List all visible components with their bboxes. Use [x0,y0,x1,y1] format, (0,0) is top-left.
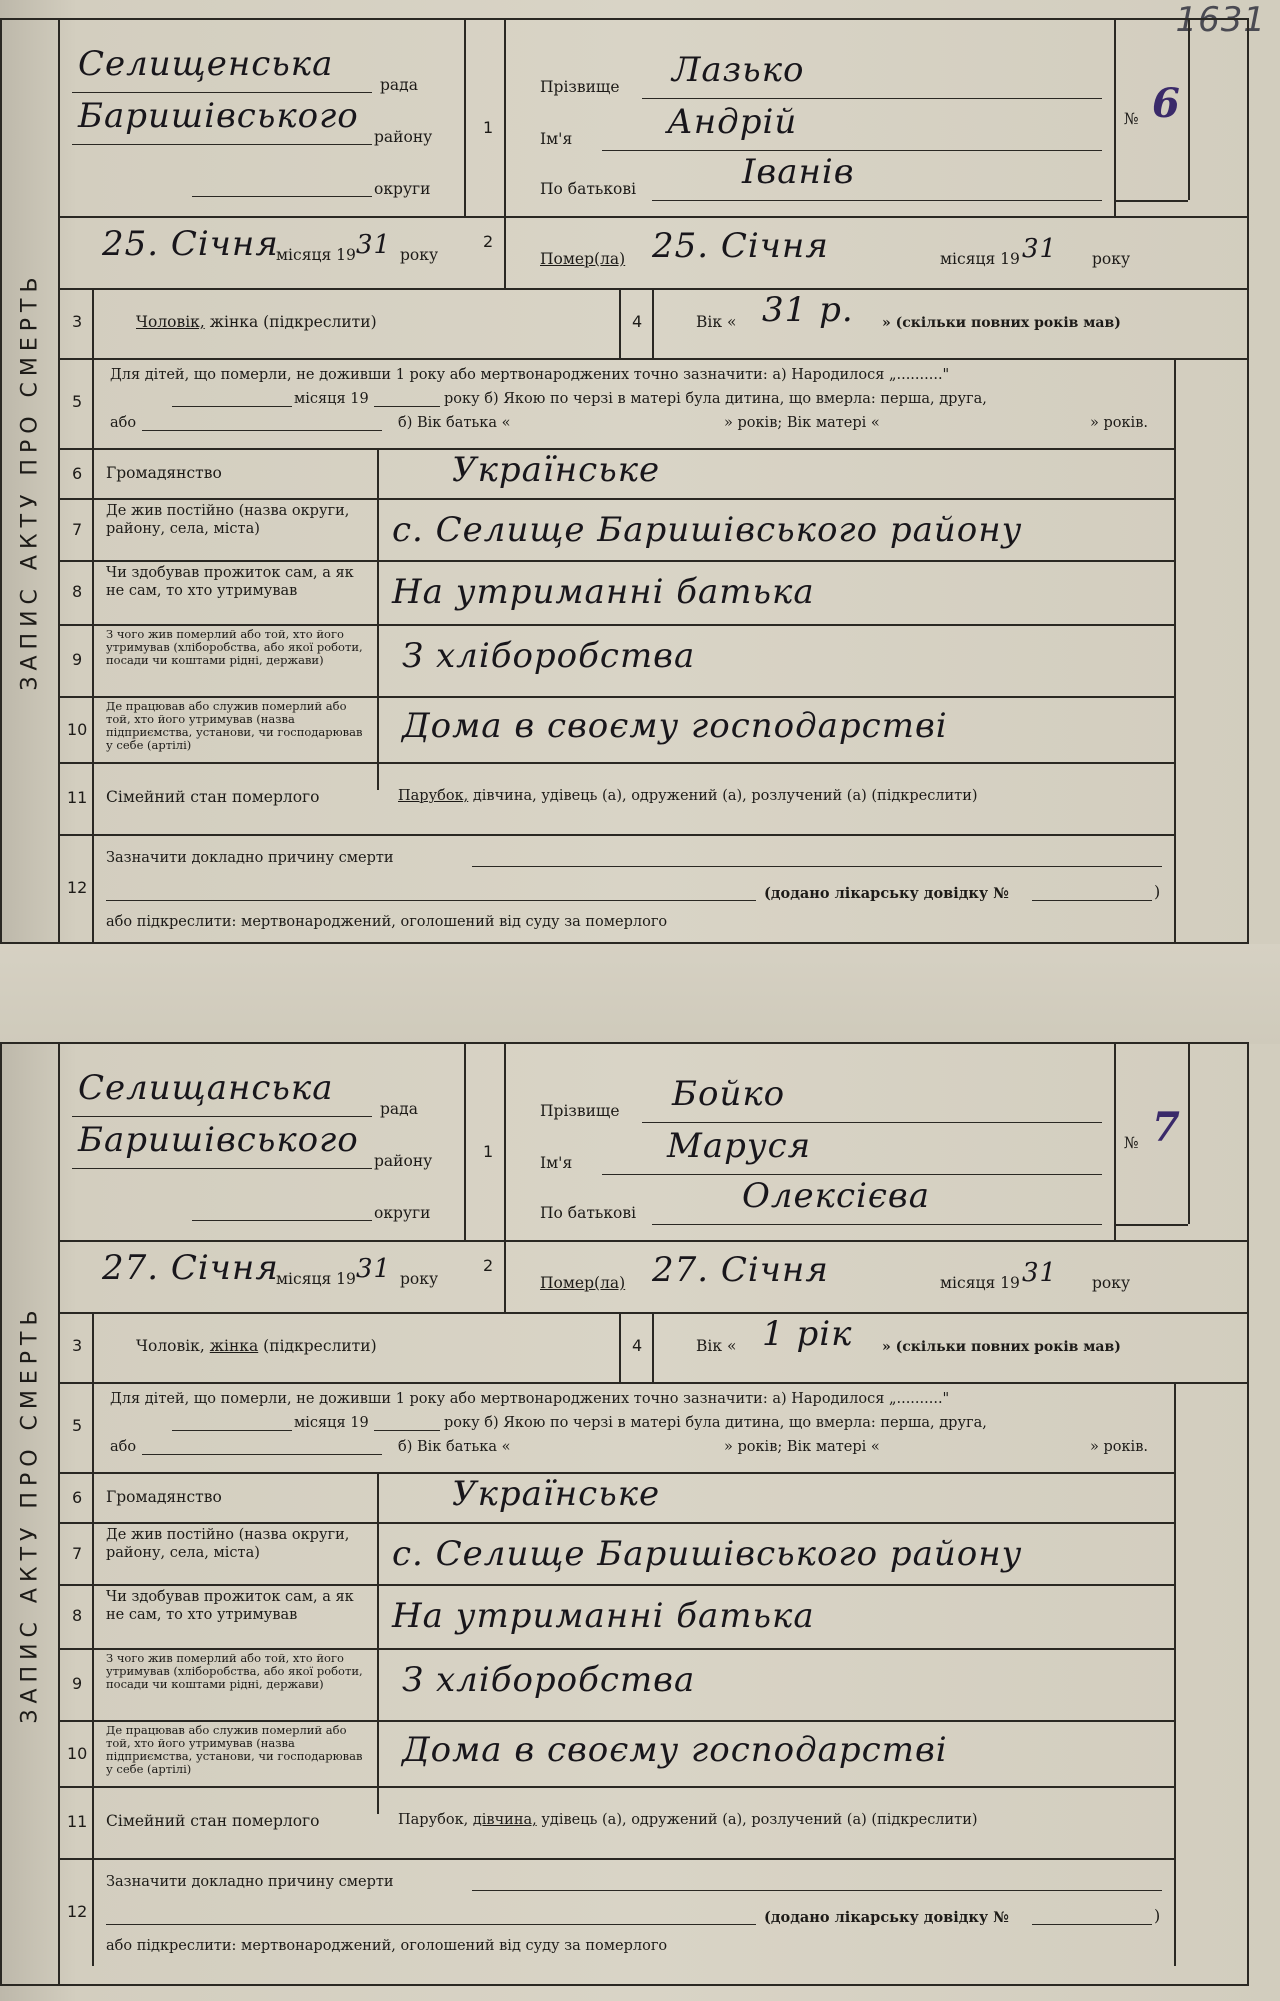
sex-women: жінка [209,313,259,331]
row-number: 11 [67,1812,88,1831]
children-line-3c: » років; Вік матері « [724,415,880,431]
year-label: року [1092,1274,1131,1292]
residence-label: Де жив постійно (назва округи, району, села, міста) [106,1527,350,1561]
year-label: року [400,246,439,264]
month-label: місяця 19 [276,246,356,264]
row-number: 3 [72,312,83,331]
row-number: 6 [72,464,83,483]
med-certificate-label: (додано лікарську довідку № [764,885,1009,902]
children-line-3d: » років. [1090,415,1148,431]
rayon-label: району [374,128,433,146]
underline-note: або підкреслити: мертвонароджений, оголошений від суду за померлого [106,914,668,930]
marital-maiden: дівчина, [472,788,537,804]
row-number: 1 [483,118,494,137]
children-line-3c: » років; Вік матері « [724,1439,880,1455]
citizenship-value: Українське [452,450,661,490]
row-number: 4 [632,312,643,331]
age-label: Вік « [696,1337,737,1355]
number-label: № [1124,110,1139,128]
death-date: 25. Січня [652,226,829,266]
children-line-2b: року б) Якою по черзі в матері була дитина, що вмерла: перша, друга, [444,391,987,407]
name-label: Ім'я [540,1154,573,1172]
row-number: 5 [72,1416,83,1435]
registration-year: 31 [356,1254,392,1284]
row-number: 1 [483,1142,494,1161]
name-value: Андрій [667,102,798,142]
row-number: 12 [67,1902,88,1921]
row-number: 10 [67,1744,88,1763]
children-line-3a: або [110,415,137,431]
marital-bachelor: Парубок, [398,788,469,804]
patronymic-value: Олексієва [742,1176,930,1216]
rada-value: Селищенська [78,44,334,84]
sex-note: (підкреслити) [263,1337,377,1355]
income-label: З чого жив померлий або той, хто його утримував (хліборобства, або якої роботи, посади чи коштами рідні, держави) [106,1651,363,1691]
paren-close: ) [1154,1906,1161,1925]
citizenship-value: Українське [452,1474,661,1514]
rayon-label: району [374,1152,433,1170]
marital-maiden: дівчина, [472,1812,537,1828]
row-number: 8 [72,1606,83,1625]
marital-bachelor: Парубок, [398,1812,469,1828]
patronymic-label: По батькові [540,180,637,198]
surname-value: Лазько [672,50,805,90]
side-title: ЗАПИС АКТУ ПРО СМЕРТЬ [17,271,43,691]
workplace-value: Дома в своєму господарстві [402,1730,948,1770]
registration-date: 25. Січня [102,224,279,264]
rada-value: Селищанська [78,1068,334,1108]
age-note: » (скільки повних років мав) [882,1339,1121,1355]
side-title-column [2,1044,60,1984]
month-label: місяця 19 [276,1270,356,1288]
income-label: З чого жив померлий або той, хто його утримував (хліборобства, або якої роботи, посади чи коштами рідні, держави) [106,627,363,667]
citizenship-label: Громадянство [106,464,222,482]
row-number: 11 [67,788,88,807]
rada-label: рада [380,1100,418,1118]
death-record-2 [0,1042,1249,1986]
month-label: місяця 19 [940,1274,1020,1292]
marital-label: Сімейний стан померлого [106,788,320,806]
children-line-3b: б) Вік батька « [398,415,511,431]
sex-men: Чоловік, [136,313,205,331]
children-line-2: місяця 19 [294,391,369,407]
income-value: З хліборобства [402,636,696,676]
page-gap [0,944,1280,1044]
sex-women: жінка [209,1337,259,1355]
side-title-column [2,20,60,942]
med-certificate-label: (додано лікарську довідку № [764,1909,1009,1926]
name-label: Ім'я [540,130,573,148]
surname-value: Бойко [672,1074,786,1114]
death-date: 27. Січня [652,1250,829,1290]
death-year: 31 [1022,234,1058,264]
citizenship-label: Громадянство [106,1488,222,1506]
children-line-2b: року б) Якою по черзі в матері була дитина, що вмерла: перша, друга, [444,1415,987,1431]
archive-mark: 1631 [1175,0,1266,40]
row-number: 7 [72,1544,83,1563]
row-number: 5 [72,392,83,411]
paren-close: ) [1154,882,1161,901]
okruha-label: округи [374,180,431,198]
residence-label: Де жив постійно (назва округи, району, села, міста) [106,503,350,537]
livelihood-value: На утриманні батька [392,1596,815,1636]
died-label: Помер(ла) [540,1274,626,1292]
row-number: 2 [483,1256,494,1275]
death-record-1 [0,18,1249,944]
marital-label: Сімейний стан померлого [106,1812,320,1830]
livelihood-label: Чи здобував прожиток сам, а як не сам, то хто утримував [106,1589,354,1623]
row-number: 4 [632,1336,643,1355]
row-number: 9 [72,650,83,669]
children-line-2: місяця 19 [294,1415,369,1431]
year-label: року [400,1270,439,1288]
row-number: 10 [67,720,88,739]
children-line-1: Для дітей, що померли, не доживши 1 року або мертвонароджених точно зазначити: а) Народилося „.........." [110,1391,950,1407]
cause-label: Зазначити докладно причину смерти [106,850,394,866]
okruha-label: округи [374,1204,431,1222]
year-label: року [1092,250,1131,268]
age-value: 1 рік [762,1314,853,1354]
sex-note: (підкреслити) [263,313,377,331]
workplace-label: Де працював або служив померлий або той, хто його утримував (назва підприємства, установи, чи господарював у себе (артілі) [106,1723,363,1776]
workplace-label: Де працював або служив померлий або той, хто його утримував (назва підприємства, установи, чи господарював у себе (артілі) [106,699,363,752]
row-number: 8 [72,582,83,601]
surname-label: Прізвище [540,1102,620,1120]
row-number: 12 [67,878,88,897]
children-line-3d: » років. [1090,1439,1148,1455]
rada-label: рада [380,76,418,94]
row-number: 7 [72,520,83,539]
rayon-value: Баришівського [78,96,359,136]
age-label: Вік « [696,313,737,331]
residence-value: с. Селище Баришівського району [392,1534,1023,1574]
underline-note: або підкреслити: мертвонароджений, оголошений від суду за померлого [106,1938,668,1954]
number-label: № [1124,1134,1139,1152]
side-title: ЗАПИС АКТУ ПРО СМЕРТЬ [17,1304,43,1724]
children-line-3a: або [110,1439,137,1455]
registration-year: 31 [356,230,392,260]
age-note: » (скільки повних років мав) [882,315,1121,331]
row-number: 3 [72,1336,83,1355]
income-value: З хліборобства [402,1660,696,1700]
died-label: Помер(ла) [540,250,626,268]
row-number: 6 [72,1488,83,1507]
name-value: Маруся [667,1126,812,1166]
patronymic-value: Іванів [742,152,855,192]
cause-label: Зазначити докладно причину смерти [106,1874,394,1890]
month-label: місяця 19 [940,250,1020,268]
children-line-1: Для дітей, що померли, не доживши 1 року або мертвонароджених точно зазначити: а) Народилося „.........." [110,367,950,383]
workplace-value: Дома в своєму господарстві [402,706,948,746]
death-year: 31 [1022,1258,1058,1288]
rayon-value: Баришівського [78,1120,359,1160]
livelihood-value: На утриманні батька [392,572,815,612]
livelihood-label: Чи здобував прожиток сам, а як не сам, то хто утримував [106,565,354,599]
marital-other: удівець (а), одружений (а), розлучений (а) (підкреслити) [541,788,978,804]
record-number: 7 [1152,1104,1181,1151]
patronymic-label: По батькові [540,1204,637,1222]
surname-label: Прізвище [540,78,620,96]
age-value: 31 р. [762,290,854,330]
row-number: 2 [483,232,494,251]
children-line-3b: б) Вік батька « [398,1439,511,1455]
record-number: 6 [1152,80,1181,127]
registration-date: 27. Січня [102,1248,279,1288]
row-number: 9 [72,1674,83,1693]
marital-other: удівець (а), одружений (а), розлучений (а) (підкреслити) [541,1812,978,1828]
residence-value: с. Селище Баришівського району [392,510,1023,550]
sex-men: Чоловік, [136,1337,205,1355]
